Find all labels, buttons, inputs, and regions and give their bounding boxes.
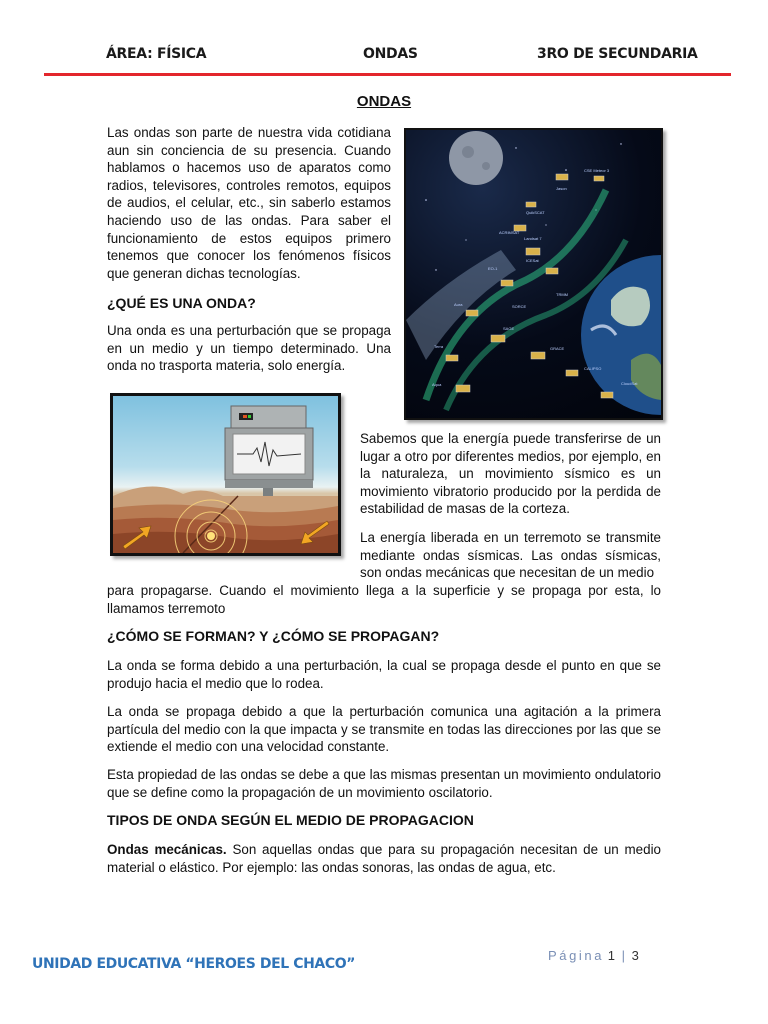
page-word: Página — [548, 948, 605, 963]
seismic-paragraph-2-top: La energía liberada en un terremoto se transmite mediante ondas sísmicas. Las ondas sísmicas, son ondas mecánicas que necesitan de un medio — [360, 530, 661, 581]
page-separator: | — [621, 948, 625, 963]
section-types-heading: TIPOS DE ONDA SEGÚN EL MEDIO DE PROPAGACION — [107, 812, 474, 828]
sat-label-sage: SAGE — [503, 326, 515, 331]
sat-label-aqua: Aqua — [432, 382, 442, 387]
sat-label-terra: Terra — [434, 344, 444, 349]
sat-label-quikscat: QuikSCAT — [526, 210, 545, 215]
sat-label-aura: Aura — [454, 302, 463, 307]
section-formation-p3: Esta propiedad de las ondas se debe a que las mismas presentan un movimiento ondulatorio que se define como la propagación de un movimiento oscilatorio. — [107, 767, 661, 800]
sat-label-cse: CSE Meteor 3 — [584, 168, 610, 173]
moon — [449, 131, 503, 185]
sat-label-sorce: SORCE — [512, 304, 527, 309]
sat-label-eo1: EO-1 — [488, 266, 498, 271]
section-formation-p2: La onda se propaga debido a que la perturbación comunica una agitación a la primera partícula del medio con la que impacta y se transmite en todas las direcciones por las que se extiende el medio con una velocidad constante. — [107, 704, 661, 755]
sat-label-calipso: CALIPSO — [584, 366, 602, 371]
sat-label-jason: Jason — [556, 186, 567, 191]
page-number: 1 — [607, 948, 615, 963]
header-grade-label: 3RO DE SECUNDARIA — [537, 46, 698, 62]
footer-school-name: UNIDAD EDUCATIVA “HEROES DEL CHACO” — [32, 956, 356, 972]
header-topic-label: ONDAS — [363, 46, 418, 62]
satellite-orbit-image — [404, 128, 663, 420]
page-title-text: ONDAS — [356, 93, 412, 110]
section-formation-p1: La onda se forma debido a una perturbación, la cual se propaga desde el punto en que se produjo hacia el medio que lo rodea. — [107, 658, 661, 691]
sat-label-trmm: TRMM — [556, 292, 568, 297]
header-area-label: ÁREA: FÍSICA — [106, 46, 207, 62]
mechanical-waves-definition: Son aquellas ondas que para su propagación necesitan de un medio material o elástico. Por ejemplo: las ondas sonoras, las ondas de agua, etc. — [107, 842, 661, 875]
header-divider — [44, 73, 731, 76]
sat-label-grace: GRACE — [550, 346, 565, 351]
sat-label-cloudsat: CloudSat — [621, 381, 638, 386]
page-indicator — [548, 948, 639, 963]
sat-label-landsat: Landsat 7 — [524, 236, 542, 241]
epicenter — [207, 532, 215, 540]
section-what-is-wave-text: Una onda es una perturbación que se propaga en un medio y un tiempo determinado. Una onda no trasporta materia, solo energía. — [107, 323, 391, 374]
sat-label-acrimsat: ACRIMSAT — [499, 230, 520, 235]
section-what-is-wave-heading: ¿QUÉ ES UNA ONDA? — [107, 295, 256, 311]
page-title — [0, 93, 768, 110]
seismograph-illustration — [113, 396, 338, 553]
section-types-text — [107, 841, 661, 876]
section-formation-heading: ¿CÓMO SE FORMAN? Y ¿CÓMO SE PROPAGAN? — [107, 628, 440, 644]
page-total: 3 — [631, 948, 639, 963]
seismic-paragraph-2-bottom: para propagarse. Cuando el movimiento llega a la superficie y se propaga por esta, lo llamamos terremoto — [107, 583, 661, 616]
seismic-paragraph-1: Sabemos que la energía puede transferirse de un lugar a otro por diferentes medios, por ejemplo, en la naturaleza, un movimiento sísmico es un movimiento vibratorio producido por la perdida de estabilidad de masas de la corteza. — [360, 431, 661, 517]
satellite-orbit-illustration — [406, 130, 661, 418]
seismograph-image — [110, 393, 341, 556]
sat-label-icesat: ICESat — [526, 258, 539, 263]
intro-paragraph: Las ondas son parte de nuestra vida cotidiana aun sin conciencia de su presencia. Cuando hablamos o hacemos uso de aparatos como radios, televisores, controles remotos, equipos de audios, el celular, etc., sin saberlo estamos haciendo uso de las ondas. Para saber el funcionamiento de estos equipos primero tenemos que conocer los fenómenos físicos que generan dichas tecnologías. — [107, 125, 391, 281]
mechanical-waves-term: Ondas mecánicas. — [107, 842, 227, 857]
